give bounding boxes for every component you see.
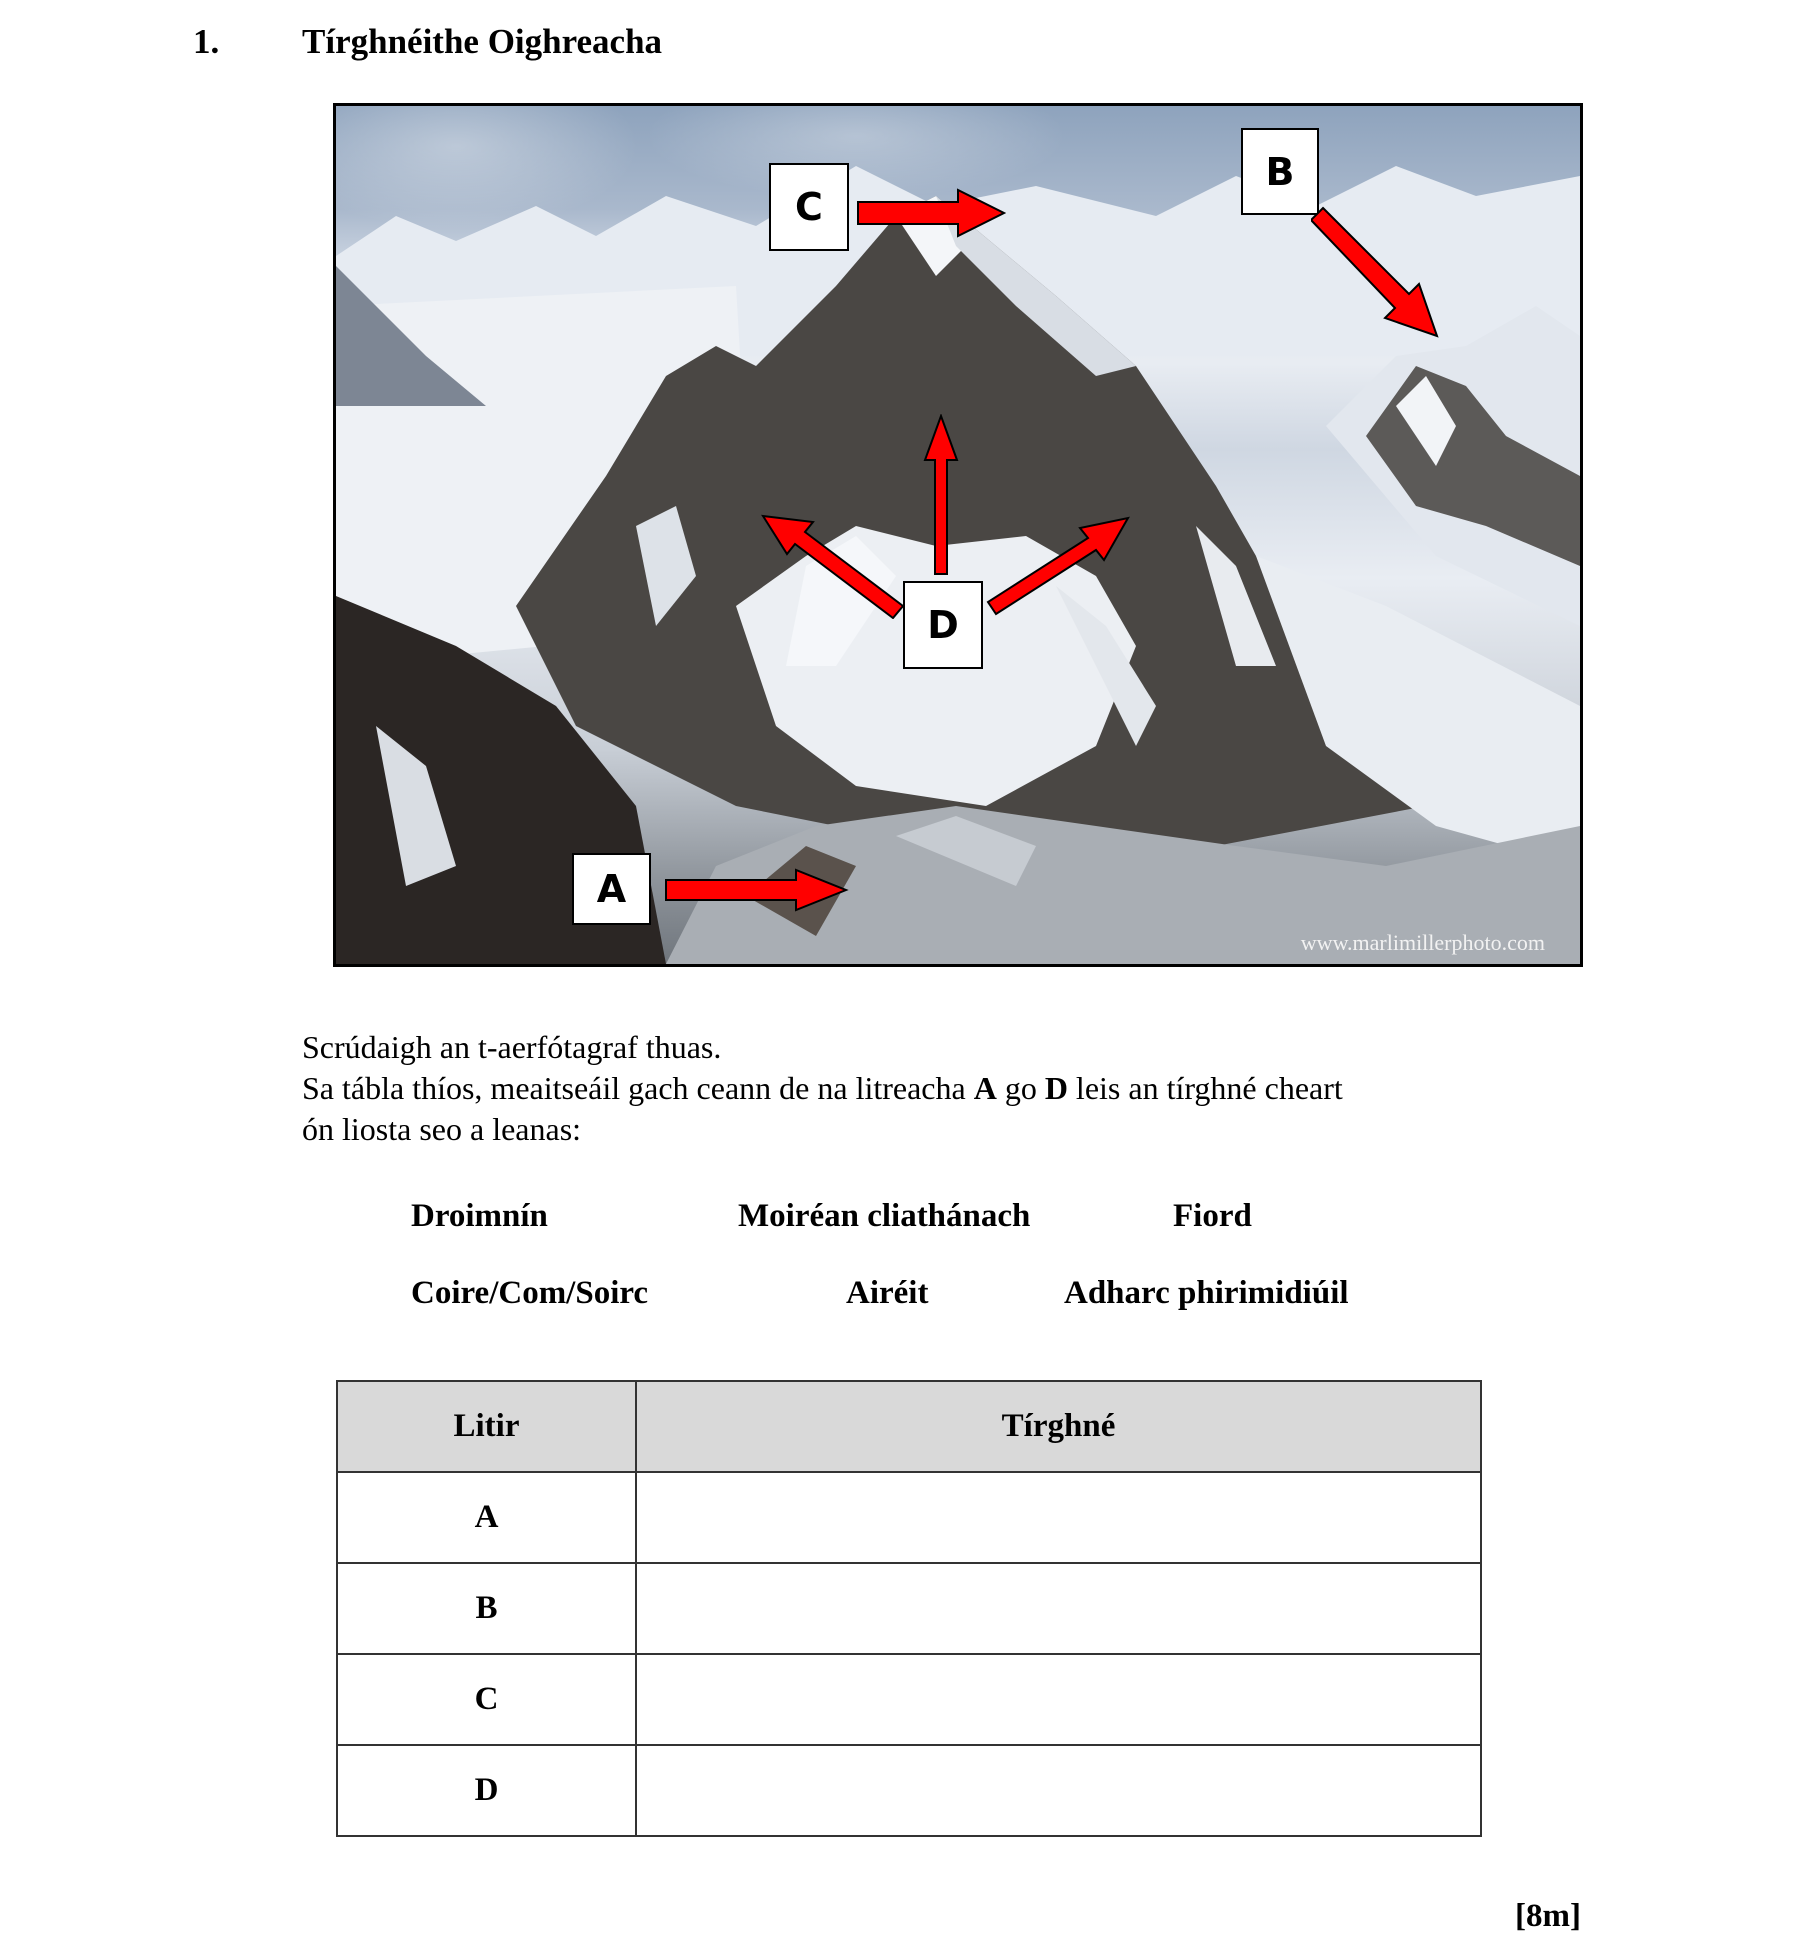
arrow-up-icon <box>921 414 961 576</box>
question-number: 1. <box>193 22 220 61</box>
instruction-text: Sa tábla thíos, meaitseáil gach ceann de na litreacha <box>302 1070 974 1106</box>
photo-label-b: B <box>1241 128 1319 215</box>
arrow-right-icon <box>856 188 1006 238</box>
row-letter: A <box>337 1472 636 1563</box>
arrow-right-icon <box>664 868 849 912</box>
instruction-letter-a: A <box>973 1070 997 1106</box>
table-header-row <box>337 1381 1481 1472</box>
photo-label-c: C <box>769 163 849 251</box>
marks-indicator: [8m] <box>1515 1898 1581 1934</box>
instruction-line-3: ón liosta seo a leanas: <box>302 1111 582 1147</box>
term-droimnin: Droimnín <box>411 1198 548 1234</box>
instruction-text: leis an tírghné cheart <box>1067 1070 1343 1106</box>
photo-credit: www.marlimillerphoto.com <box>1300 930 1545 955</box>
instruction-text: go <box>996 1070 1045 1106</box>
instruction-letter-d: D <box>1044 1070 1068 1106</box>
row-letter: B <box>337 1563 636 1654</box>
answer-cell-a[interactable] <box>636 1472 1481 1563</box>
header-litir: Litir <box>337 1381 636 1472</box>
arrow-down-right-icon <box>1311 206 1441 341</box>
term-fiord: Fiord <box>1173 1198 1252 1234</box>
header-tirghne: Tírghné <box>636 1381 1481 1472</box>
term-aireit: Airéit <box>846 1275 929 1311</box>
photo-label-d: D <box>903 581 983 669</box>
photo-label-a: A <box>572 853 651 925</box>
instruction-line-2 <box>302 1068 1343 1109</box>
row-letter: C <box>337 1654 636 1745</box>
table-row <box>337 1745 1481 1836</box>
answer-cell-b[interactable] <box>636 1563 1481 1654</box>
instruction-line-1: Scrúdaigh an t-aerfótagraf thuas. <box>302 1029 722 1065</box>
answer-cell-d[interactable] <box>636 1745 1481 1836</box>
question-title: Tírghnéithe Oighreacha <box>302 22 663 61</box>
term-moirean-cliathanach: Moiréan cliathánach <box>738 1198 1031 1234</box>
table-row <box>337 1472 1481 1563</box>
table-row <box>337 1563 1481 1654</box>
row-letter: D <box>337 1745 636 1836</box>
aerial-photograph <box>333 103 1583 967</box>
term-coire: Coire/Com/Soirc <box>411 1275 649 1311</box>
answer-table <box>336 1380 1482 1837</box>
arrow-up-left-icon <box>761 514 906 619</box>
table-row <box>337 1654 1481 1745</box>
arrow-up-right-icon <box>986 516 1131 616</box>
answer-cell-c[interactable] <box>636 1654 1481 1745</box>
term-adharc-phirimidiuil: Adharc phirimidiúil <box>1064 1275 1349 1311</box>
